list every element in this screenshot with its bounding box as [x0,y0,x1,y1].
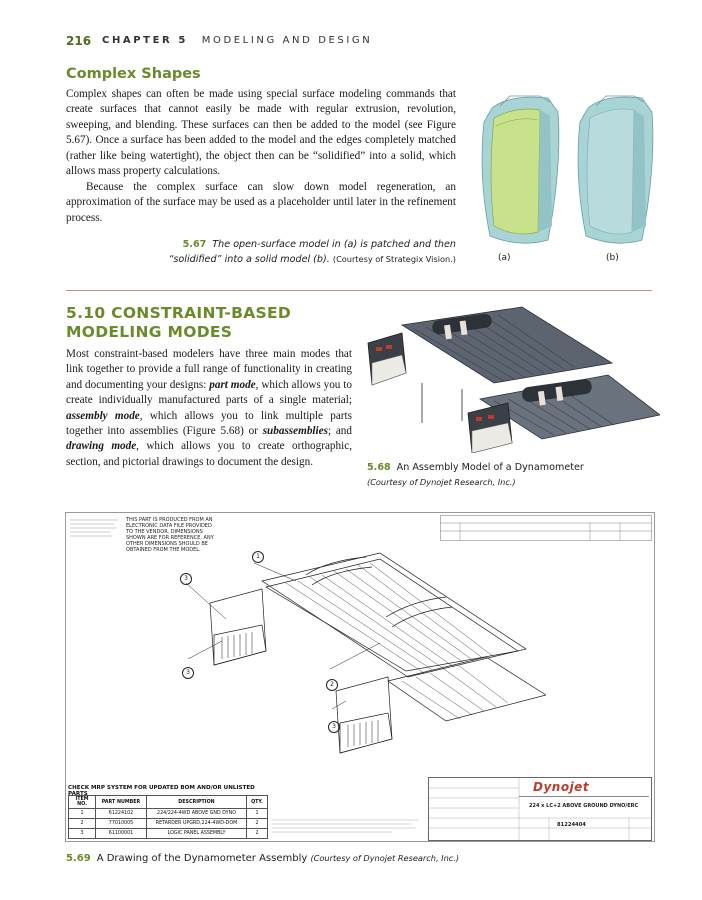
text-run: Most constraint-based modelers have three main modes that link together to provide a full range of functionality in creating and documenting your designs: [66,348,352,391]
section-5-10-paragraph [66,347,352,470]
term-assembly-mode: assembly mode [66,409,140,422]
bom-row [69,829,268,839]
figure-5-67-image [470,86,660,256]
term-part-mode: part mode [209,378,256,391]
section-5-10-heading-line1: 5.10 CONSTRAINT-BASED [66,304,292,322]
bom-cell: 2 [69,819,96,829]
balloon-1: 1 [252,551,264,563]
complex-shapes-paragraph-1: Complex shapes can often be made using special surface modeling commands that create surfaces that cannot easily be made with regular extrusion, revolution, sweeping, and blending. These surfaces can then be added to the model (see Figure 5.67). Once a surface has been added to the model and the edges completely matched (rather like being watertight), the object then can be “solidified” into a solid, which allows mass property calculations. [66,88,456,178]
bom-title: CHECK MRP SYSTEM FOR UPDATED BOM AND/OR UNLISTED PARTS [68,785,255,797]
running-header [102,35,372,46]
balloon-3-lower: 3 [182,667,194,679]
bom-row [69,809,268,819]
section-5-10-heading-line2: MODELING MODES [66,323,233,341]
page-number: 216 [66,34,92,48]
bom-cell: LOGIC PANEL ASSEMBLY [147,829,247,839]
figure-5-68-image [362,303,660,453]
bom-cell: 1 [247,809,268,819]
drawing-fine-print [272,817,422,835]
figure-5-68-caption-text: An Assembly Model of a Dynamometer [396,462,584,473]
text-run: , which allows you to create individually manufactured parts of a single material; [66,378,352,407]
open-surface-model [482,96,559,243]
section-label: MODELING AND DESIGN [201,35,373,46]
section-divider [66,290,652,291]
figure-5-67-label-b: (b) [606,253,619,263]
term-subassemblies: subassemblies [262,425,328,438]
figure-5-69-caption-text: A Drawing of the Dynamometer Assembly [96,853,308,864]
complex-shapes-heading: Complex Shapes [66,66,201,82]
drawing-note: THIS PART IS PRODUCED FROM AN ELECTRONIC DATA FILE PROVIDED TO THE VENDOR. DIMENSIONS SHOWN ARE FOR REFERENCE, ANY OTHER DIMENSIONS SHOULD BE OBTAINED FROM THE MODEL. [126,517,214,553]
title-block-grid [429,778,651,840]
title-block [428,777,652,841]
balloon-3-bottom: 3 [328,721,340,733]
bom-cell: 2 [247,829,268,839]
figure-5-69-caption [66,851,652,866]
figure-5-67-number: 5.67 [182,239,207,250]
chapter-label: CHAPTER 5 [102,35,188,46]
figure-5-68-number: 5.68 [367,462,391,473]
bom-cell: RETARDER UPGRD,224-4WD-DOM [147,819,247,829]
dynamometer-assembly-model [368,307,660,453]
revision-block [440,515,652,541]
title-block-dwg-number: 81224404 [557,822,586,828]
text-run: ; and [327,425,352,438]
figure-5-67-caption [160,238,456,267]
figure-5-67-caption-line2: “solidified” into a solid model (b). [168,254,330,265]
bom-cell: 224/224-4WD ABOVE GND DYNO [147,809,247,819]
bom-cell: 3 [69,829,96,839]
figure-5-69-credit: (Courtesy of Dynojet Research, Inc.) [310,853,460,863]
bom-col-qty: QTY. [247,796,268,809]
drawing-notes-lines [70,517,122,541]
complex-shapes-paragraph-2: Because the complex surface can slow down model regeneration, an approximation of the surface may be used as a placeholder until later in the refinement process. [66,181,456,224]
bom-header-row [69,796,268,809]
bom-cell: 1 [69,809,96,819]
bom-col-part: PART NUMBER [96,796,147,809]
bom-row [69,819,268,829]
bom-cell: 77010005 [96,819,147,829]
figure-5-67-credit: (Courtesy of Strategix Vision.) [332,254,456,264]
section-5-10-heading [66,304,291,342]
bom-table [68,795,268,839]
figure-5-68-credit: (Courtesy of Dynojet Research, Inc.) [367,477,516,487]
solid-model [578,96,653,243]
dynojet-logo: Dynojet [533,780,590,794]
bom-cell: 61224102 [96,809,147,819]
text-run: , which allows you to link multiple parts together into assemblies (Figure 5.68) or [66,409,352,438]
title-block-name: 224 x LC+2 ABOVE GROUND DYNO/ERC [529,803,639,809]
balloon-2: 2 [326,679,338,691]
figure-5-69-drawing [65,512,655,842]
figure-5-69-number: 5.69 [66,853,91,864]
text-run: , which allows you to create orthographic, section, and pictorial drawings to document the design. [66,440,352,468]
term-drawing-mode: drawing mode [66,440,137,453]
bom-col-description: DESCRIPTION [147,796,247,809]
balloon-3-upper: 3 [180,573,192,585]
bom-col-item: ITEM NO. [69,796,96,809]
figure-5-67-label-a: (a) [498,253,511,263]
assembly-line-drawing [166,541,546,771]
figure-5-68-caption [367,461,657,490]
bom-cell: 61100001 [96,829,147,839]
bom-cell: 2 [247,819,268,829]
figure-5-67-caption-line1: The open-surface model in (a) is patched and then [212,239,456,250]
